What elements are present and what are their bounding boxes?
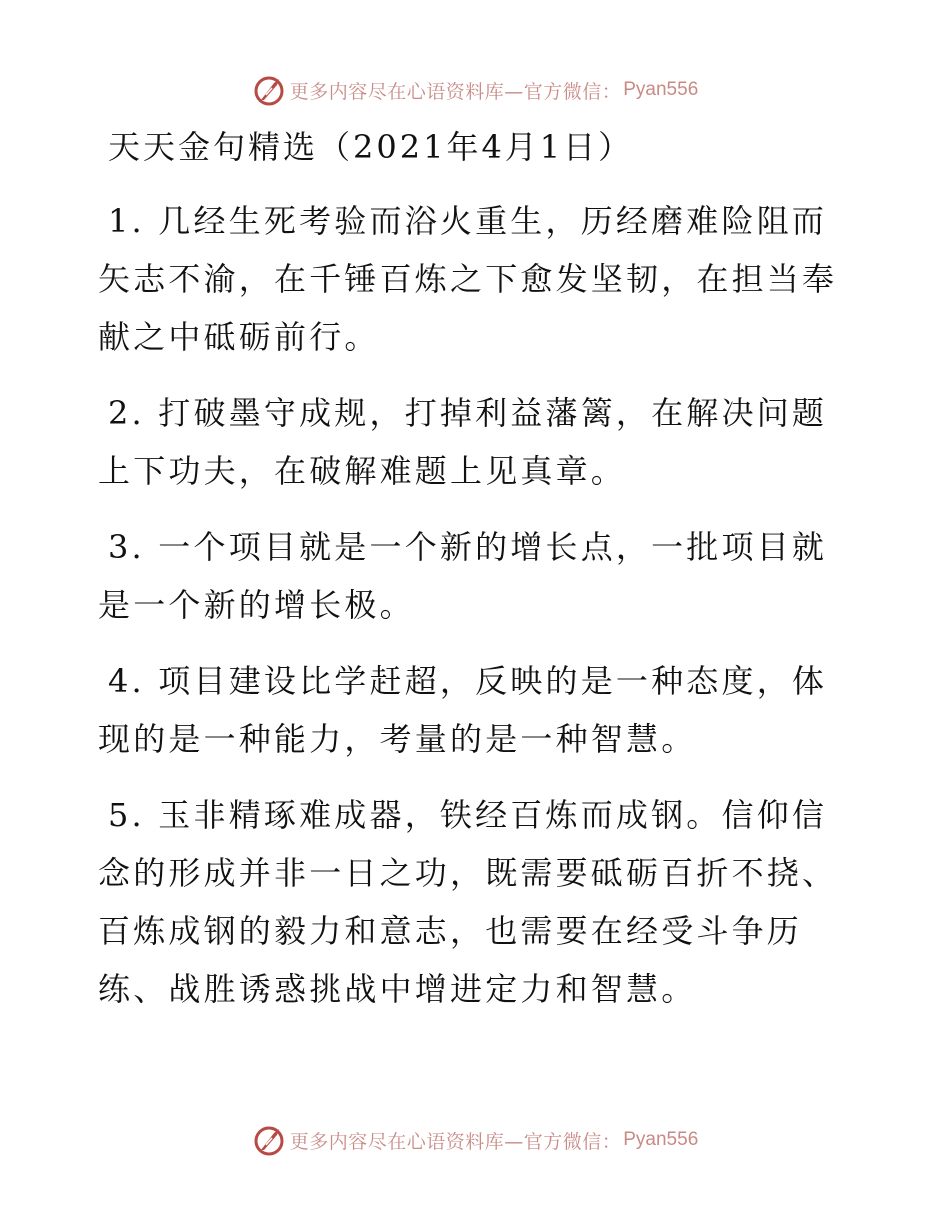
quote-item-2: 2. 打破墨守成规，打掉利益藩篱，在解决问题上下功夫，在破解难题上见真章。 xyxy=(98,394,828,490)
quote-item-3: 3. 一个项目就是一个新的增长点，一批项目就是一个新的增长极。 xyxy=(98,528,828,624)
quote-list xyxy=(98,192,858,1036)
watermark-wechat-id: Pyan556 xyxy=(623,1129,699,1150)
quote-item-1: 1. 几经生死考验而浴火重生，历经磨难险阻而矢志不渝，在千锤百炼之下愈发坚韧，在担当奉献之中砥砺前行。 xyxy=(98,202,838,356)
watermark-wechat-id: Pyan556 xyxy=(623,79,699,100)
footer-watermark xyxy=(0,1120,950,1160)
document-title: 天天金句精选（2021年4月1日） xyxy=(108,128,634,166)
watermark-text: 更多内容尽在心语资料库—官方微信： xyxy=(289,80,622,103)
quote-item-5: 5. 玉非精琢难成器，铁经百炼而成钢。信仰信念的形成并非一日之功，既需要砥砺百折不挠、百炼成钢的毅力和意志，也需要在经受斗争历练、战胜诱惑挑战中增进定力和智慧。 xyxy=(98,796,838,1008)
quill-pen-logo-icon xyxy=(252,73,286,107)
quill-pen-logo-icon xyxy=(252,1123,286,1157)
header-watermark xyxy=(0,70,950,110)
quote-item-4: 4. 项目建设比学赶超，反映的是一种态度，体现的是一种能力，考量的是一种智慧。 xyxy=(98,662,828,758)
watermark-text: 更多内容尽在心语资料库—官方微信： xyxy=(289,1130,622,1153)
